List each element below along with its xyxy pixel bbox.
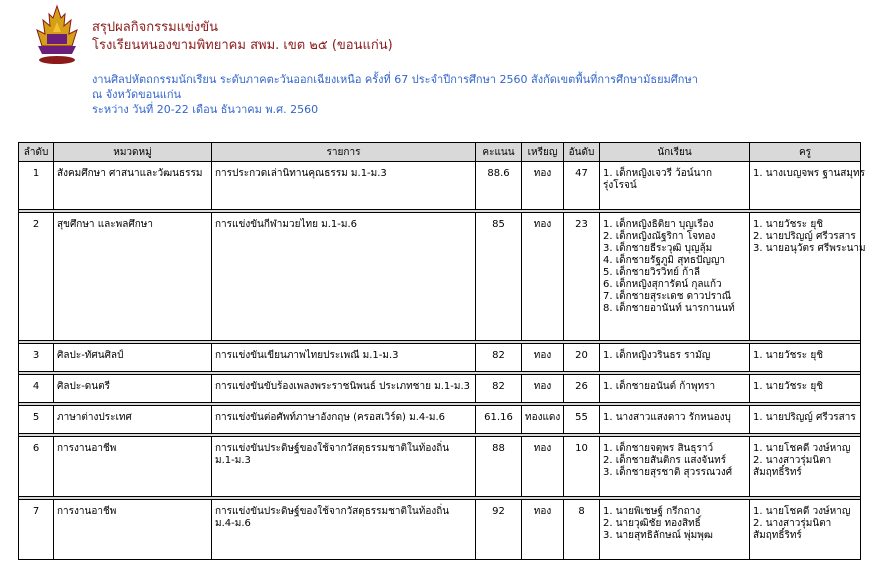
school-emblem-icon (34, 4, 80, 68)
teacher-name: 1. นายวัชระ ยุชิ (753, 381, 823, 392)
student-name: 1. เด็กหญิงเจวรี ว้อน์นาก รุ่งโรจน์ (603, 168, 713, 191)
cell-students (600, 162, 750, 210)
student-name: 3. เด็กชายธีระวุฒิ บุญลุ้ม (603, 243, 713, 254)
cell-item: การแข่งขันเขียนภาพไทยประเพณี ม.1-ม.3 (212, 344, 476, 372)
cell-score: 82 (476, 375, 522, 403)
cell-teachers (750, 375, 861, 403)
cell-students (600, 437, 750, 497)
cell-teachers (750, 406, 861, 434)
table-row (19, 437, 861, 497)
cell-teachers (750, 213, 866, 341)
cell-category: ศิลปะ-ดนตรี (54, 375, 212, 403)
cell-no: 4 (19, 375, 54, 403)
col-header-score: คะแนน (476, 143, 522, 162)
student-name: 2. นายวุฒิชัย ทองสิทธิ์ (603, 518, 701, 529)
student-name: 3. เด็กชายสุรชาติ สุวรรณวงศ์ (603, 467, 733, 478)
cell-rank: 23 (564, 213, 600, 341)
cell-no: 2 (19, 213, 54, 341)
cell-score: 61.16 (476, 406, 522, 434)
cell-item: การแข่งขันกีฬามวยไทย ม.1-ม.6 (212, 213, 476, 341)
cell-teachers (750, 500, 861, 560)
student-name: 7. เด็กชายสุระเดช ดาวปราณี (603, 291, 732, 302)
cell-no: 6 (19, 437, 54, 497)
table-row (19, 344, 861, 372)
col-header-teachers: ครู (750, 143, 861, 162)
cell-rank: 20 (564, 344, 600, 372)
cell-score: 82 (476, 344, 522, 372)
cell-rank: 26 (564, 375, 600, 403)
col-header-rank: อันดับ (564, 143, 600, 162)
cell-no: 3 (19, 344, 54, 372)
student-name: 1. เด็กชายอนันต์ ก้าพุทรา (603, 381, 716, 392)
cell-item: การแข่งขันประดิษฐ์ของใช้จากวัสดุธรรมชาติในท้องถิ่น ม.4-ม.6 (212, 500, 476, 560)
cell-category: สังคมศึกษา ศาสนาและวัฒนธรรม (54, 162, 212, 210)
cell-score: 85 (476, 213, 522, 341)
cell-category: ศิลปะ-ทัศนศิลป์ (54, 344, 212, 372)
event-location: ณ จังหวัดขอนแก่น (92, 88, 182, 101)
student-name: 2. เด็กหญิงณัฐริกา โจทอง (603, 231, 716, 242)
cell-medal: ทองแดง (522, 406, 564, 434)
cell-medal: ทอง (522, 437, 564, 497)
cell-students (600, 375, 750, 403)
cell-category: การงานอาชีพ (54, 500, 212, 560)
student-name: 2. เด็กชายสันติกร แสงจันทร์ (603, 455, 727, 466)
cell-rank: 55 (564, 406, 600, 434)
cell-students (600, 500, 750, 560)
teacher-name: 1. นางเบญจพร ฐานสมุทร (753, 168, 865, 179)
page-title: สรุปผลกิจกรรมแข่งขัน (92, 20, 219, 35)
student-name: 1. นายพิเชษฐ์ กรีกถาง (603, 506, 701, 517)
cell-category: สุขศึกษา และพลศึกษา (54, 213, 212, 341)
table-row (19, 162, 861, 210)
teacher-name: 1. นายโชคดี วงษ์หาญ (753, 506, 851, 517)
event-description: งานศิลปหัตถกรรมนักเรียน ระดับภาคตะวันออกเฉียงเหนือ ครั้งที่ 67 ประจำปีการศึกษา 2560 สังกัดเขตพื้นที่การศึกษามัธยมศึกษา (92, 73, 698, 86)
teacher-name: 1. นายวัชระ ยุชิ (753, 219, 823, 230)
cell-score: 92 (476, 500, 522, 560)
table-row (19, 500, 861, 560)
cell-students (600, 213, 750, 341)
cell-category: การงานอาชีพ (54, 437, 212, 497)
cell-item: การแข่งขันขับร้องเพลงพระราชนิพนธ์ ประเภทชาย ม.1-ม.3 (212, 375, 476, 403)
cell-category: ภาษาต่างประเทศ (54, 406, 212, 434)
cell-score: 88 (476, 437, 522, 497)
cell-medal: ทอง (522, 162, 564, 210)
cell-no: 5 (19, 406, 54, 434)
table-row (19, 406, 861, 434)
cell-item: การแข่งขันประดิษฐ์ของใช้จากวัสดุธรรมชาติในท้องถิ่น ม.1-ม.3 (212, 437, 476, 497)
col-header-medal: เหรียญ (522, 143, 564, 162)
student-name: 8. เด็กชายอานันท์ นารกานนท์ (603, 303, 735, 314)
table-row (19, 375, 861, 403)
col-header-no: ลำดับ (19, 143, 54, 162)
col-header-item: รายการ (212, 143, 476, 162)
col-header-students: นักเรียน (600, 143, 750, 162)
cell-rank: 8 (564, 500, 600, 560)
teacher-name: 2. นางสาวรุ่มนิตา สัมฤทธิ์ริทร์ (753, 518, 832, 541)
student-name: 1. เด็กหญิงวรินธร รามัญ (603, 350, 711, 361)
cell-medal: ทอง (522, 500, 564, 560)
cell-rank: 10 (564, 437, 600, 497)
cell-teachers (750, 162, 865, 210)
teacher-name: 1. นายโชคดี วงษ์หาญ (753, 443, 851, 454)
cell-no: 7 (19, 500, 54, 560)
cell-medal: ทอง (522, 375, 564, 403)
student-name: 1. เด็กชายจตุพร สินธุราว์ (603, 443, 714, 454)
cell-item: การประกวดเล่านิทานคุณธรรม ม.1-ม.3 (212, 162, 476, 210)
teacher-name: 3. นายอนุวัตร ศรีพระนาม (753, 243, 866, 254)
teacher-name: 2. นายปริญญ์ ศรีวรสาร (753, 231, 856, 242)
student-name: 4. เด็กชายรัฐภูมิ สุทธปัญญา (603, 255, 726, 266)
cell-teachers (750, 437, 861, 497)
student-name: 5. เด็กชายวิรวิทย์ ก้าลี (603, 267, 700, 278)
student-name: 6. เด็กหญิงสุการัตน์ กุลแก้ว (603, 279, 722, 290)
teacher-name: 1. นายวัชระ ยุชิ (753, 350, 823, 361)
event-dates: ระหว่าง วันที่ 20-22 เดือน ธันวาคม พ.ศ. 2560 (92, 103, 319, 116)
cell-medal: ทอง (522, 213, 564, 341)
col-header-category: หมวดหมู่ (54, 143, 212, 162)
cell-students (600, 406, 750, 434)
cell-score: 88.6 (476, 162, 522, 210)
cell-teachers (750, 344, 861, 372)
cell-rank: 47 (564, 162, 600, 210)
teacher-name: 1. นายปริญญ์ ศรีวรสาร (753, 412, 856, 423)
cell-item: การแข่งขันต่อศัพท์ภาษาอังกฤษ (ครอสเวิร์ด) ม.4-ม.6 (212, 406, 476, 434)
results-table (18, 142, 866, 560)
cell-no: 1 (19, 162, 54, 210)
teacher-name: 2. นางสาวรุ่มนิตา สัมฤทธิ์ริทร์ (753, 455, 832, 478)
cell-medal: ทอง (522, 344, 564, 372)
school-name: โรงเรียนหนองขามพิทยาคม สพม. เขต ๒๕ (ขอนแก่น) (92, 38, 393, 53)
table-row (19, 213, 861, 341)
student-name: 3. นายสุทธิลักษณ์ พุ่มพุฒ (603, 530, 713, 541)
table-header-row (19, 143, 861, 162)
student-name: 1. นางสาวแสงดาว รักหนองบุ (603, 412, 731, 423)
student-name: 1. เด็กหญิงธิติยา บุญเรือง (603, 219, 714, 230)
cell-students (600, 344, 750, 372)
